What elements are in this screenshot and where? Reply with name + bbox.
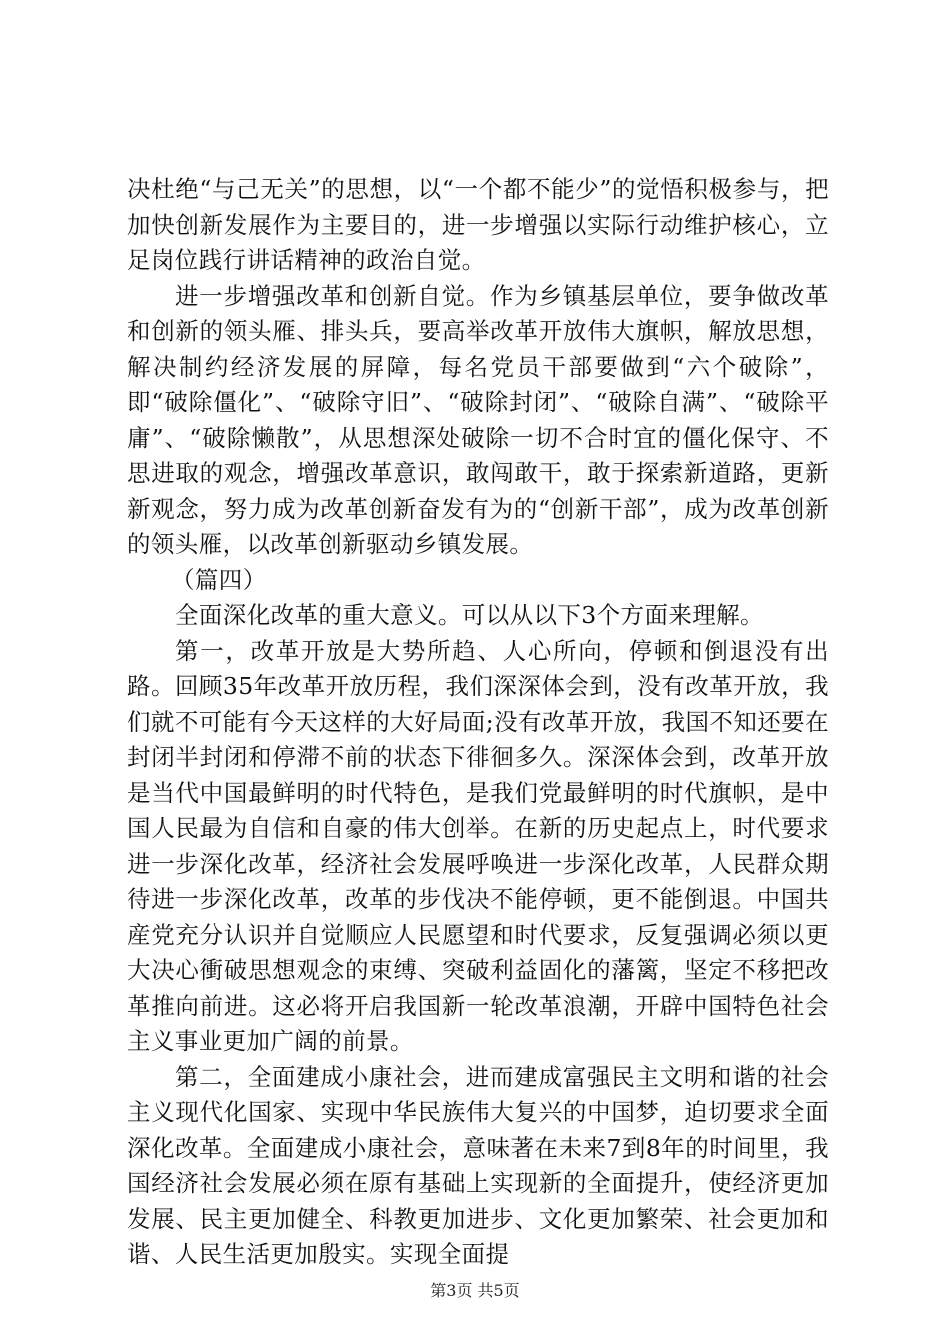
page-footer: 第3页 共5页: [430, 1281, 520, 1300]
paragraph-continuation: 决杜绝“与己无关”的思想，以“一个都不能少”的觉悟积极参与，把加快创新发展作为主要目的，进一步增强以实际行动维护核心，立足岗位践行讲话精神的政治自觉。: [127, 175, 829, 274]
section-heading: （篇四）: [171, 565, 267, 594]
document-body: [127, 172, 829, 1273]
paragraph-point-two: 第二，全面建成小康社会，进而建成富强民主文明和谐的社会主义现代化国家、实现中华民族伟大复兴的中国梦，迫切要求全面深化改革。全面建成小康社会，意味著在未来7到8年的时间里，我国经济社会发展必须在原有基础上实现新的全面提升，使经济更加发展、民主更加健全、科教更加进步、文化更加繁荣、社会更加和谐、人民生活更加殷实。实现全面提: [127, 1062, 829, 1268]
paragraph-point-one: 第一，改革开放是大势所趋、人心所向，停顿和倒退没有出路。回顾35年改革开放历程，我们深深体会到，没有改革开放，我们就不可能有今天这样的大好局面;没有改革开放，我国不知还要在封闭半封闭和停滞不前的状态下徘徊多久。深深体会到，改革开放是当代中国最鲜明的时代特色，是我们党最鲜明的时代旗帜，是中国人民最为自信和自豪的伟大创举。在新的历史起点上，时代要求进一步深化改革，经济社会发展呼唤进一步深化改革，人民群众期待进一步深化改革，改革的步伐决不能停顿，更不能倒退。中国共産党充分认识并自觉顺应人民愿望和时代要求，反复强调必须以更大决心衝破思想观念的束缚、突破利益固化的藩篱，坚定不移把改革推向前进。这必将开启我国新一轮改革浪潮，开辟中国特色社会主义事业更加广阔的前景。: [127, 636, 829, 1055]
paragraph-significance-intro: 全面深化改革的重大意义。可以从以下3个方面来理解。: [175, 601, 764, 629]
paragraph-reform-innovation: 进一步增强改革和创新自觉。作为乡镇基层单位，要争做改革和创新的领头雁、排头兵，要高举改革开放伟大旗帜，解放思想，解决制约经济发展的屏障，每名党员干部要做到“六个破除”，即“破除僵化”、“破除守旧”、“破除封闭”、“破除自满”、“破除平庸”、“破除懒散”，从思想深处破除一切不合时宜的僵化保守、不思进取的观念，增强改革意识，敢闯敢干，敢于探索新道路，更新新观念，努力成为改革创新奋发有为的“创新干部”，成为改革创新的领头雁，以改革创新驱动乡镇发展。: [127, 281, 829, 558]
